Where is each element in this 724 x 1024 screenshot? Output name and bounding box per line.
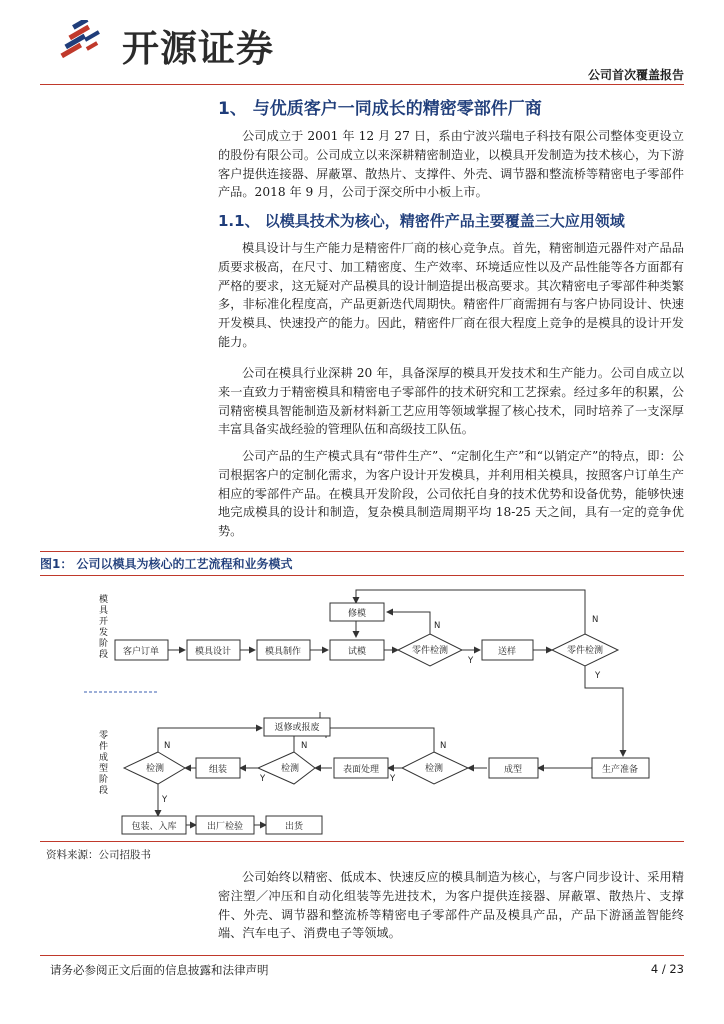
footer-divider (40, 955, 684, 956)
figure-title: 图1： 公司以模具为核心的工艺流程和业务模式 (40, 557, 293, 571)
flag-y-4: Y (260, 774, 266, 784)
node-assembly: 组装 (208, 765, 228, 775)
paragraph-production-mode: 公司产品的生产模式具有“带件生产”、“定制化生产”和“以销定产”的特点，即：公司根据客户的定制化需求，为客户设计开发模具，并利用相关模具，按照客户订单生产相应的零部件产品。在模具开发阶段，公司依托自身的技术优势和设备优势，能够快速地完成模具的设计和制造，复杂模具制造周期平均 18-25 天之间，具有一定的竞争优势。 (218, 449, 684, 539)
node-shipping: 出货 (284, 822, 304, 832)
node-surface-treat: 表面处理 (342, 765, 380, 775)
company-name: 开源证券 (122, 27, 274, 70)
node-send-sample: 送样 (497, 647, 517, 657)
flag-y-2: Y (595, 671, 601, 681)
footer-disclaimer: 请务必参阅正文后面的信息披露和法律声明 (50, 963, 269, 977)
node-parts-inspect-2: 零件检测 (566, 646, 604, 656)
flag-n-3: N (440, 741, 447, 751)
node-inspect-a: 检测 (424, 764, 444, 774)
paragraph-core-strategy: 公司始终以精密、低成本、快速反应的模具制造为核心，与客户同步设计、采用精密注塑／冲压和自动化组装等先进技术，为客户提供连接器、屏蔽罩、散热片、支撑件、外壳、调节器和整流桥等精密电子零部件产品及模具产品，产品下游涵盖智能终端、汽车电子、消费电子等领域。 (218, 870, 684, 941)
header-divider (40, 84, 684, 85)
flag-n-5: N (164, 741, 171, 751)
node-trial-mold: 试模 (347, 647, 367, 657)
node-production-prep: 生产准备 (601, 765, 639, 775)
page-number: 4 / 23 (650, 962, 684, 976)
node-inspect-c: 检测 (145, 764, 165, 774)
node-mold-design: 模具设计 (194, 647, 232, 657)
node-inspect-b: 检测 (280, 764, 300, 774)
process-flow-diagram (40, 578, 684, 840)
node-parts-inspect: 零件检测 (411, 646, 449, 656)
flag-n-4: N (301, 741, 308, 751)
node-mold-making: 模具制作 (264, 647, 302, 657)
stage1-label: 模具开发阶段 (99, 595, 109, 660)
node-repair-mold: 修模 (347, 609, 367, 619)
node-exit-inspect: 出厂检验 (206, 822, 244, 832)
section-heading-1-1: 1.1、 以模具技术为核心，精密件产品主要覆盖三大应用领域 (218, 212, 625, 230)
stage2-label: 零件成型阶段 (99, 731, 109, 796)
flag-y-5: Y (162, 795, 168, 805)
flag-y-3: Y (390, 774, 396, 784)
node-packing: 包装、入库 (131, 822, 177, 832)
node-customer-order: 客户订单 (122, 647, 160, 657)
figure-source: 资料来源：公司招股书 (46, 849, 151, 861)
paragraph-intro: 公司成立于 2001 年 12 月 27 日，系由宁波兴瑞电子科技有限公司整体变更设立的股份有限公司。公司成立以来深耕精密制造业，以模具开发制造为技术核心，为下游客户提供连接器、屏蔽罩、散热片、支撑件、外壳、调节器和整流桥等精密电子零部件产品。2018 年 9 月，公司于深交所中小板上市。 (218, 129, 684, 200)
figure-bottom-rule (40, 841, 684, 842)
section-heading-1: 1、 与优质客户一同成长的精密零部件厂商 (218, 99, 542, 119)
flag-n-1: N (434, 621, 441, 631)
flag-n-2: N (592, 615, 599, 625)
paragraph-industry-experience: 公司在模具行业深耕 20 年，具备深厚的模具开发技术和生产能力。公司自成立以来一直致力于精密模具和精密电子零部件的技术研究和工艺探索。经过多年的积累，公司精密模具智能制造及新材料新工艺应用等领域掌握了核心技术，同时培养了一支深厚丰富具备实战经验的管理队伍和高级技工队伍。 (218, 366, 684, 437)
node-rework-scrap: 返修或报废 (274, 723, 320, 733)
logo-mark-icon (50, 20, 120, 70)
report-type: 公司首次覆盖报告 (587, 68, 684, 82)
paragraph-mold-capability: 模具设计与生产能力是精密件厂商的核心竞争点。首先，精密制造元器件对产品品质要求极高，在尺寸、加工精密度、生产效率、环境适应性以及产品性能等各方面都有严格的要求，这无疑对产品模具的设计制造提出极高要求。其次精密电子零部件种类繁多，非标准化程度高，产品更新迭代周期快。精密件厂商需拥有与客户协同设计、快速开发模具、快速投产的能力。因此，精密件厂商在很大程度上竞争的是模具的设计开发能力。 (218, 241, 684, 349)
figure-top-rule (40, 551, 684, 552)
node-forming: 成型 (503, 765, 523, 775)
figure-title-rule (40, 575, 684, 576)
flag-y-1: Y (468, 656, 474, 666)
